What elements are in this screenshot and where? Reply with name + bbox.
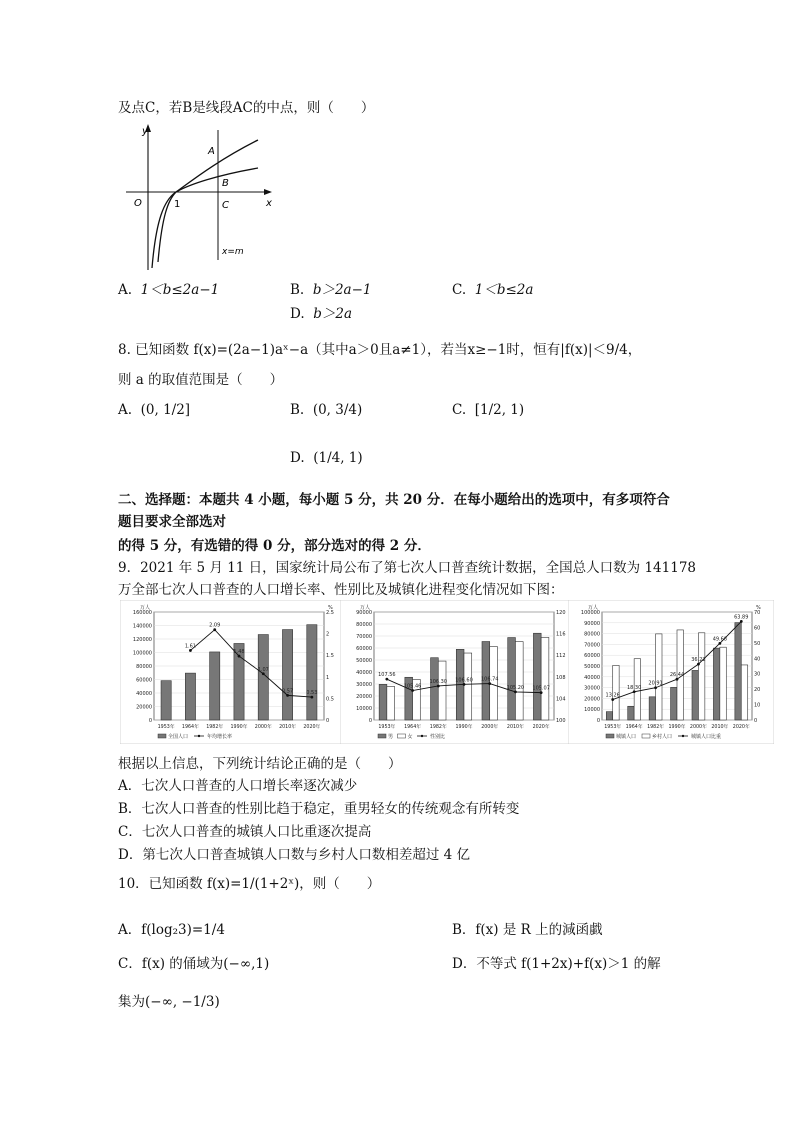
y2-tick-label: 112 — [556, 653, 566, 660]
x-tick-label: 1953年 — [157, 725, 175, 730]
y-tick-label: 90000 — [584, 620, 600, 627]
line-point — [740, 620, 743, 623]
y2-tick-label: 120 — [556, 610, 566, 616]
section2-line2: 题目要求全部选对 — [118, 514, 226, 530]
legend-label: 女 — [407, 734, 413, 740]
data-label: 63.89 — [734, 614, 749, 621]
x-tick-label: 1982年 — [429, 725, 447, 730]
line-point — [676, 678, 679, 681]
bar-全国人口 — [185, 673, 195, 720]
bar-男 — [533, 633, 541, 720]
x-tick-label: 2010年 — [711, 725, 729, 730]
y-tick-label: 30000 — [584, 685, 600, 692]
y2-tick-label: 104 — [556, 696, 566, 703]
legend-label: 城镇人口比重 — [691, 734, 722, 740]
y2-tick-label: 116 — [556, 631, 566, 638]
q9-chart-sex-ratio — [340, 600, 576, 744]
data-label: 105.46 — [403, 683, 422, 690]
q9-chart-population — [120, 600, 346, 744]
y-tick-label: 80000 — [356, 622, 372, 628]
x-tick-label: 2000年 — [689, 725, 707, 730]
y-tick-label: 60000 — [356, 646, 372, 652]
data-label: 105.20 — [506, 684, 525, 691]
y-tick-label: 100000 — [132, 650, 152, 657]
y2-tick-label: 1 — [326, 674, 330, 681]
data-label: 2.09 — [209, 622, 221, 629]
data-label: 107.56 — [378, 672, 396, 679]
y2-tick-label: 30 — [754, 671, 761, 678]
y2-tick-label: 40 — [754, 656, 761, 663]
legend-marker — [421, 735, 423, 737]
bar-城镇人口 — [735, 623, 741, 720]
q10-option-c[interactable]: C．f(x) 的俑域为(−∞,1) — [118, 956, 270, 972]
data-label: 0.57 — [282, 688, 294, 695]
legend-label: 年均增长率 — [207, 734, 233, 740]
q9-option-a[interactable]: A．七次人口普查的人口增长率逐次减少 — [118, 778, 358, 794]
legend-label: 男 — [388, 734, 394, 740]
q8-option-c[interactable]: C. [1/2, 1) — [452, 402, 525, 418]
q9-option-b[interactable]: B．七次人口普查的性别比趋于稳定，重男轻女的传统观念有所转变 — [118, 801, 520, 817]
data-label: 26.44 — [669, 672, 685, 679]
line-point — [213, 628, 216, 631]
bar-女 — [515, 642, 523, 720]
line-point — [463, 683, 466, 686]
line-point — [411, 689, 414, 692]
y-tick-label: 90000 — [356, 610, 372, 616]
line-point — [238, 655, 241, 658]
x-tick-label: 1953年 — [378, 725, 396, 730]
data-label: 1.07 — [257, 666, 269, 673]
data-label: 20.91 — [648, 680, 663, 687]
point-a-label: A — [208, 146, 215, 157]
data-label: 13.26 — [605, 692, 620, 699]
y-tick-label: 20000 — [136, 704, 152, 711]
q7-option-a[interactable]: A. 1＜b≤2a−1 — [118, 282, 220, 298]
x-tick-label: 1964年 — [625, 725, 643, 730]
x-tick-label: 1990年 — [668, 725, 686, 730]
bar-城镇人口 — [606, 712, 612, 720]
line-point — [286, 694, 289, 697]
q9-stem-2: 万全部七次人口普查的人口增长率、性别比及城镇化进程变化情况如下图： — [118, 582, 564, 598]
y-tick-label: 70000 — [356, 634, 372, 640]
legend-swatch — [398, 734, 406, 738]
data-label: 36.22 — [691, 657, 706, 664]
q9-option-d[interactable]: D．第七次人口普查城镇人口数与乡村人口数相差超过 4 亿 — [118, 847, 470, 863]
point-c-label: C — [222, 200, 229, 211]
y2-tick-label: 2 — [326, 631, 330, 638]
y-axis-unit: 万人 — [587, 605, 598, 611]
x-tick-label: 2020年 — [732, 725, 750, 730]
y2-tick-label: 10 — [754, 702, 761, 709]
q10-stem: 10．已知函数 f(x)=1/(1+2ˣ)，则（ ） — [118, 876, 381, 892]
x-tick-label: 1990年 — [455, 725, 473, 730]
bar-乡村人口 — [698, 633, 704, 720]
line-point — [262, 672, 265, 675]
bar-女 — [387, 686, 395, 720]
legend-swatch — [158, 734, 166, 738]
line-point — [540, 691, 543, 694]
y2-tick-label: 20 — [754, 687, 761, 694]
y2-tick-label: 60 — [754, 625, 761, 632]
x-tick-label: 1982年 — [647, 725, 665, 730]
data-label: 0.53 — [306, 690, 318, 697]
line-point — [697, 663, 700, 666]
y2-tick-label: 70 — [754, 610, 761, 616]
line-point — [611, 698, 614, 701]
y2-axis-unit: % — [328, 605, 333, 611]
y-tick-label: 160000 — [132, 610, 152, 616]
one-label: 1 — [174, 199, 181, 210]
bar-全国人口 — [210, 652, 220, 720]
line-point — [385, 678, 388, 681]
x-tick-label: 2010年 — [279, 725, 297, 730]
q8-stem: 8. 已知函数 f(x)=(2a−1)aˣ−a（其中a＞0且a≠1），若当x≥−1时，恒有|f(x)|＜9/4， — [118, 342, 642, 358]
x-tick-label: 2000年 — [481, 725, 499, 730]
q8-stem-2: 则 a 的取值范围是（ ） — [118, 372, 284, 388]
q10-option-d[interactable]: D．不等式 f(1+2x)+f(x)＞1 的解 — [452, 956, 661, 972]
x-tick-label: 2020年 — [303, 725, 321, 730]
data-label: 49.68 — [712, 636, 728, 643]
y2-tick-label: 2.5 — [326, 610, 334, 616]
y-tick-label: 120000 — [132, 637, 152, 643]
bar-女 — [464, 653, 472, 720]
x-tick-label: 2020年 — [532, 725, 550, 730]
line-point — [633, 690, 636, 693]
q9-option-c[interactable]: C．七次人口普查的城镇人口比重逐次提高 — [118, 824, 372, 840]
y-tick-label: 0 — [368, 718, 372, 724]
q8-option-a[interactable]: A. (0, 1/2] — [118, 402, 191, 418]
q8-option-b[interactable]: B. (0, 3/4) — [290, 402, 363, 418]
y-tick-label: 100000 — [580, 610, 600, 616]
x-tick-label: 2000年 — [254, 725, 272, 730]
q10-option-b[interactable]: B．f(x) 是 R 上的減函戱 — [452, 922, 603, 938]
q10-option-a[interactable]: A．f(log₂3)=1/4 — [118, 922, 225, 938]
bar-全国人口 — [161, 681, 171, 720]
data-label: 106.30 — [429, 678, 448, 685]
line-point — [718, 642, 721, 645]
line-point — [514, 691, 517, 694]
y2-tick-label: 0 — [754, 718, 758, 724]
q7-option-d[interactable]: D. b＞2a — [290, 306, 353, 322]
y-axis-unit: 万人 — [359, 605, 370, 611]
q9-question: 根据以上信息，下列统计结论正确的是（ ） — [118, 756, 402, 772]
bar-城镇人口 — [671, 687, 677, 720]
bar-乡村人口 — [656, 634, 662, 720]
y-tick-label: 40000 — [356, 670, 372, 676]
y-tick-label: 40000 — [584, 674, 600, 681]
bar-城镇人口 — [628, 706, 634, 720]
x-axis-label: x — [266, 198, 272, 209]
y-tick-label: 60000 — [584, 653, 600, 660]
bar-全国人口 — [282, 630, 292, 720]
y-tick-label: 60000 — [136, 677, 152, 684]
y-axis-label: y — [142, 126, 148, 137]
legend-label: 城镇人口 — [616, 734, 637, 740]
y-tick-label: 140000 — [132, 623, 152, 630]
y-tick-label: 50000 — [584, 664, 600, 670]
line-point — [654, 686, 657, 689]
y-tick-label: 10000 — [356, 706, 372, 712]
x-tick-label: 1982年 — [206, 725, 224, 730]
y-axis-unit: 万人 — [139, 605, 150, 611]
bar-乡村人口 — [720, 647, 726, 720]
legend-marker — [682, 735, 684, 737]
legend-swatch — [642, 734, 650, 738]
q9-stem-1: 9．2021 年 5 月 11 日，国家统计局公布了第七次人口普查统计数据，全国总人口数为 141178 — [118, 560, 696, 576]
bar-城镇人口 — [692, 670, 698, 720]
y2-tick-label: 1.5 — [326, 653, 334, 660]
y2-tick-label: 0 — [326, 718, 330, 724]
x-tick-label: 1964年 — [404, 725, 422, 730]
y-tick-label: 20000 — [584, 696, 600, 703]
y2-tick-label: 100 — [556, 718, 566, 724]
q7-option-b[interactable]: B. b＞2a−1 — [290, 282, 372, 298]
y-tick-label: 20000 — [356, 694, 372, 700]
y-tick-label: 70000 — [584, 642, 600, 649]
y-tick-label: 10000 — [584, 707, 600, 714]
bar-城镇人口 — [713, 648, 719, 720]
line-xm-label: x=m — [222, 247, 244, 257]
bar-女 — [438, 661, 446, 720]
bar-乡村人口 — [741, 665, 747, 720]
bar-男 — [379, 684, 387, 720]
bar-全国人口 — [307, 625, 317, 720]
y2-tick-label: 108 — [556, 674, 566, 681]
data-label: 106.60 — [455, 677, 473, 684]
line-point — [189, 649, 192, 652]
q8-option-d[interactable]: D. (1/4, 1) — [290, 450, 363, 466]
x-tick-label: 1990年 — [230, 725, 248, 730]
bar-男 — [431, 658, 439, 720]
line-point — [310, 696, 313, 699]
x-tick-label: 2010年 — [506, 725, 524, 730]
q9-chart-urbanization — [568, 600, 774, 744]
y-tick-label: 30000 — [356, 682, 372, 688]
x-tick-label: 1964年 — [181, 725, 199, 730]
y-tick-label: 80000 — [584, 631, 600, 638]
q7-option-c[interactable]: C. 1＜b≤2a — [452, 282, 534, 298]
legend-label: 全国人口 — [168, 734, 189, 740]
legend-label: 性别比 — [430, 734, 446, 740]
legend-marker — [198, 735, 200, 737]
bar-女 — [541, 637, 549, 720]
q7-stem: 及点C，若B是线段AC的中点，则（ ） — [118, 100, 375, 116]
bar-男 — [508, 638, 516, 720]
q10-tail: 集为(−∞, −1/3) — [118, 994, 220, 1010]
legend-label: 乡村人口 — [652, 734, 673, 740]
section2-line1: 二、选择题：本题共 4 小题，每小题 5 分，共 20 分．在每小题给出的选项中，有多项符合 — [118, 492, 670, 508]
y-tick-label: 50000 — [356, 658, 372, 664]
y-tick-label: 0 — [148, 718, 152, 724]
data-label: 105.07 — [532, 685, 550, 692]
line-point — [437, 685, 440, 688]
q7-function-graph — [118, 120, 278, 280]
x-tick-label: 1953年 — [604, 725, 622, 730]
legend-swatch — [378, 734, 386, 738]
data-label: 1.61 — [184, 643, 196, 650]
y-tick-label: 80000 — [136, 664, 152, 670]
line-point — [488, 682, 491, 685]
point-b-label: B — [222, 178, 229, 189]
data-label: 18.30 — [626, 684, 642, 691]
data-label: 106.74 — [480, 676, 499, 683]
bar-城镇人口 — [649, 697, 655, 720]
origin-label: O — [134, 198, 142, 209]
section2-line3: 的得 5 分，有选错的得 0 分，部分选对的得 2 分． — [118, 538, 431, 554]
data-label: 1.48 — [233, 649, 245, 656]
y-tick-label: 0 — [596, 718, 600, 724]
y2-tick-label: 50 — [754, 640, 761, 647]
legend-swatch — [606, 734, 614, 738]
y-tick-label: 40000 — [136, 691, 152, 697]
y2-tick-label: 0.5 — [326, 696, 334, 703]
y2-axis-unit: % — [756, 605, 761, 611]
